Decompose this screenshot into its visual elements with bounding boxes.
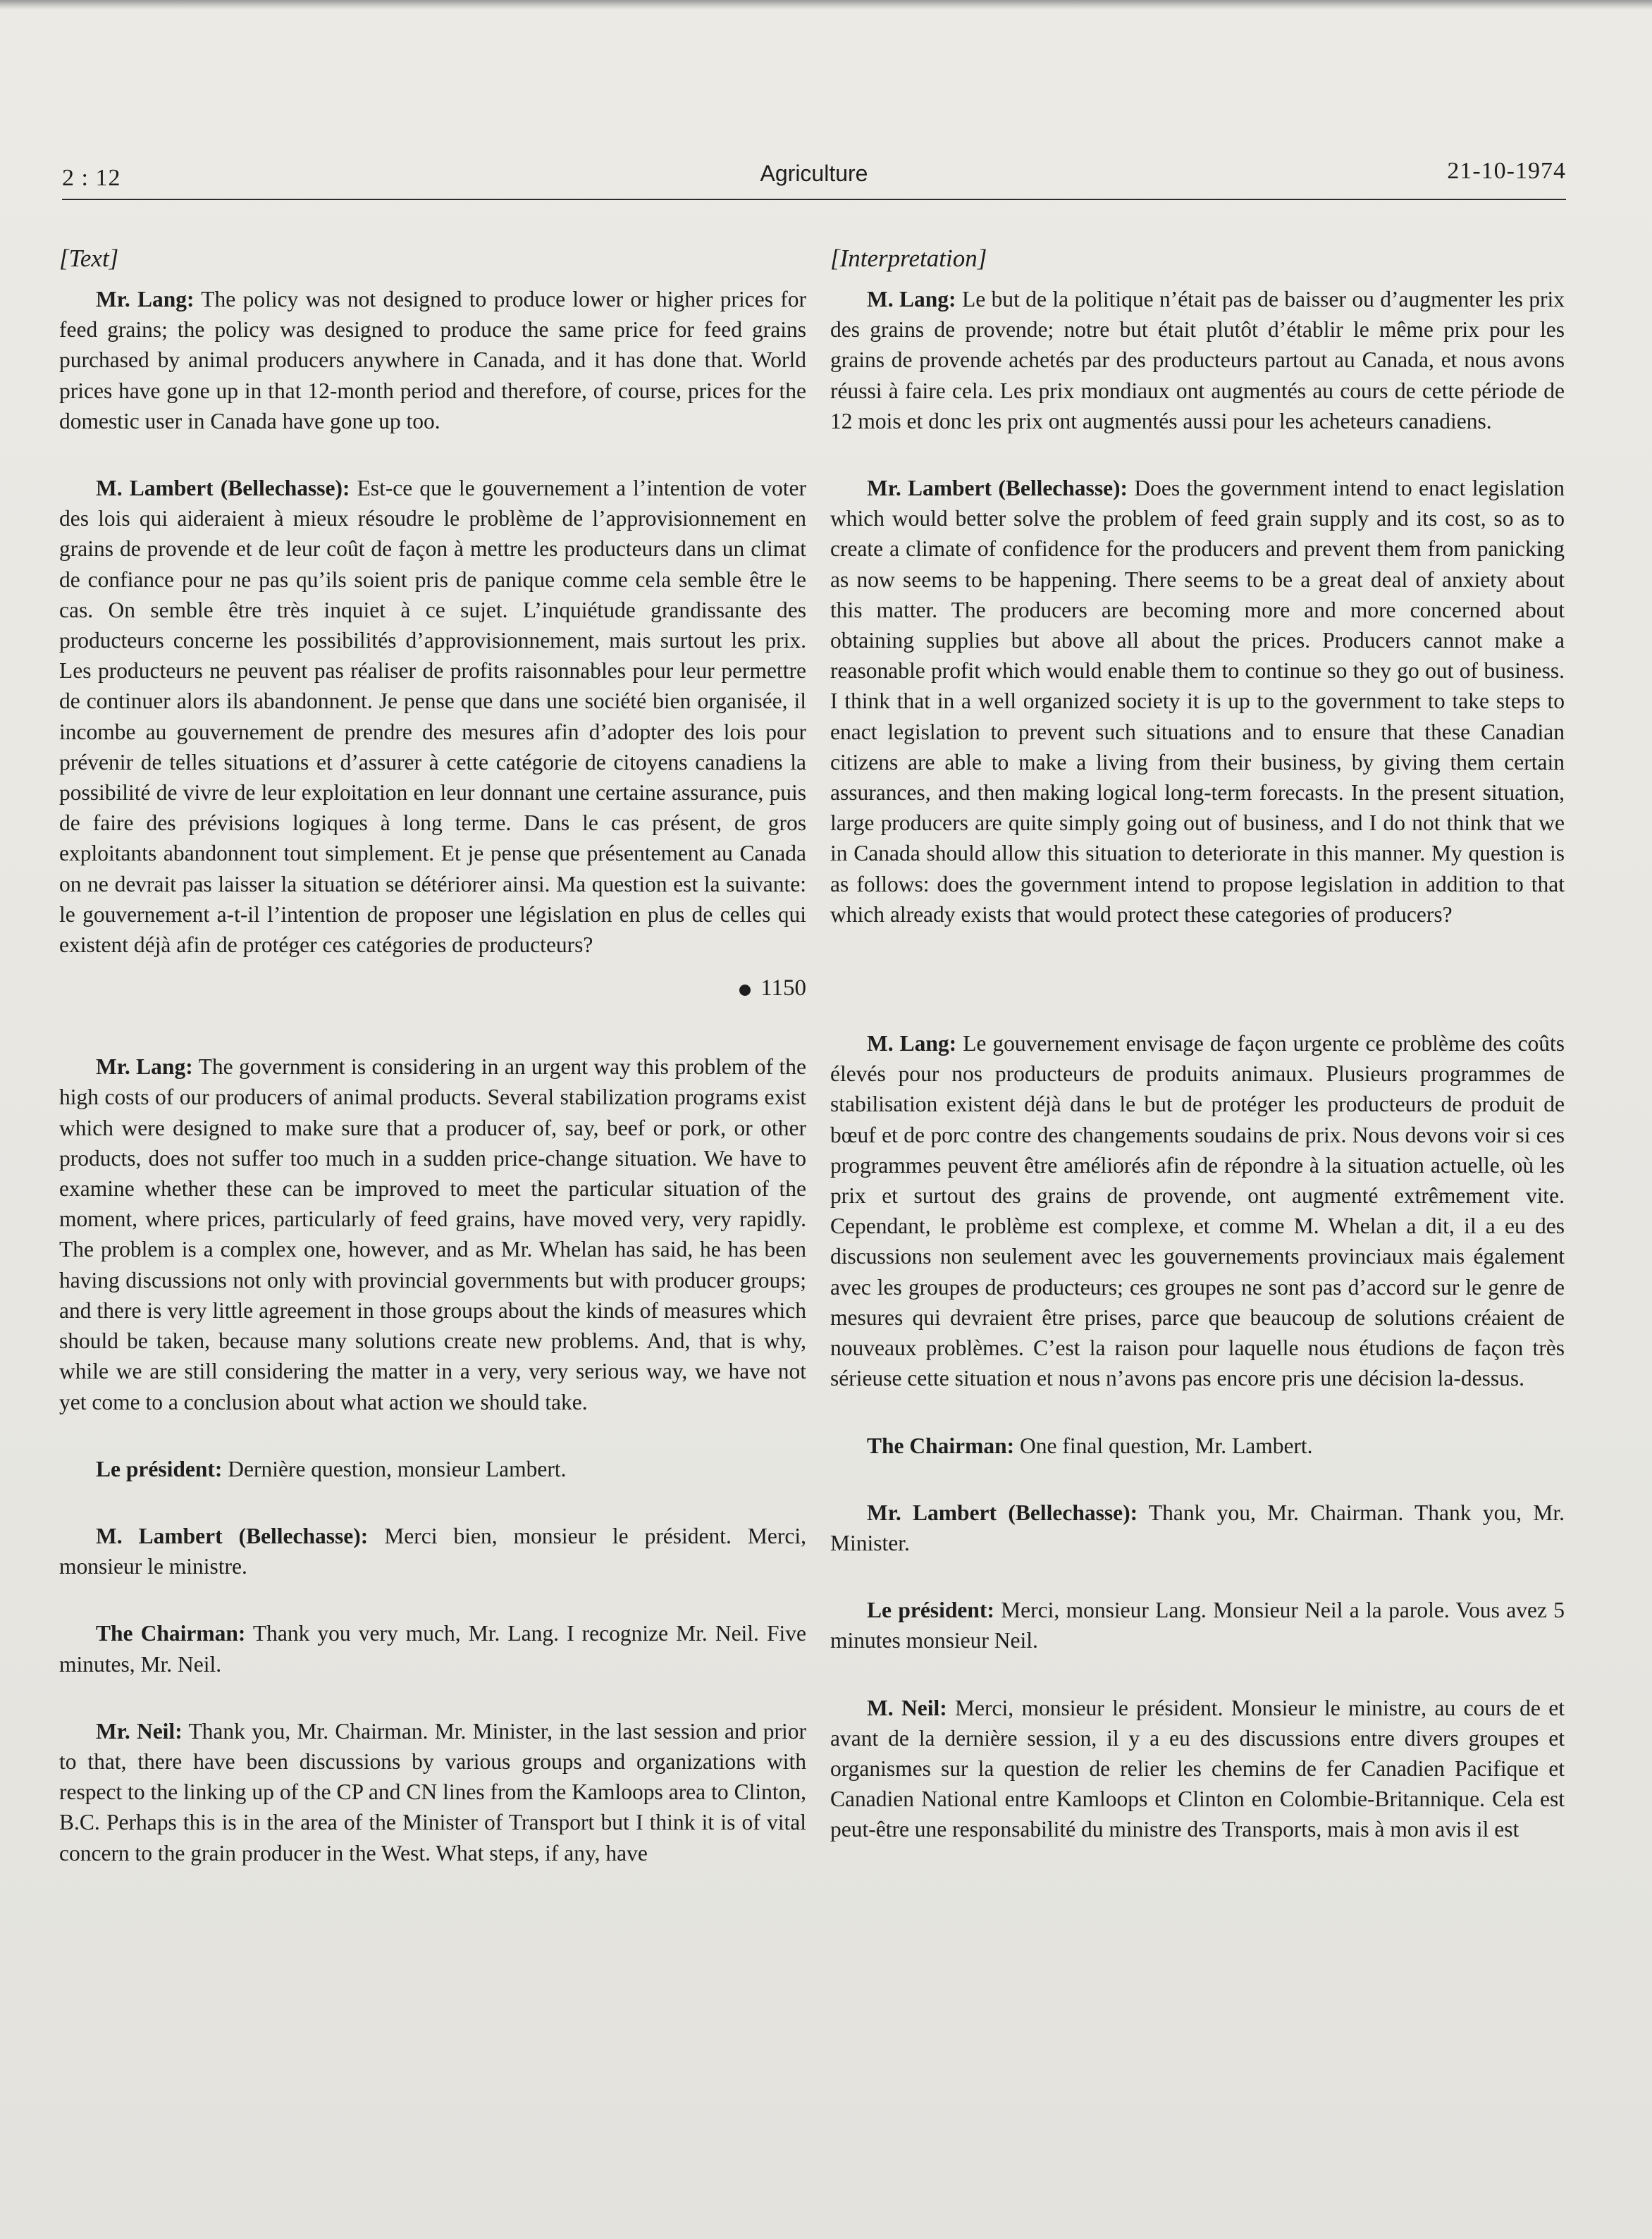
speech-text: Thank you very much, Mr. Lang. I recognize Mr. Neil. Five minutes, Mr. Neil. xyxy=(59,1621,807,1677)
speech-text: Merci bien, monsieur le président. Merci, monsieur le ministre. xyxy=(59,1523,806,1579)
scan-edge-shadow xyxy=(0,0,1652,10)
page-header xyxy=(62,156,1566,200)
speech-text: Le gouvernement envisage de façon urgente ce problème des coûts élevés pour nos producteurs de produits animaux. Plusieurs programmes de stabilisation existent déjà dans le but de protéger les producteurs de produit de bœuf et de porc contre des changements soudains de prix. Nous devons voir si ces programmes peuvent être améliorés afin de répondre à la situation actuelle, où les prix et surtout des grains de provende, ont augmenté extrêmement vite. Cependant, le problème est complexe, et comme M. Whelan a dit, il a eu des discussions non seulement avec les gouvernements provinciaux mais également avec les groupes de producteurs; ces groupes ne sont pas d’accord sur le genre de mesures qui devraient être prises, parce que beaucoup de solutions créaient de nouveaux problèmes. C’est la raison pour laquelle nous étudions de façon très sérieuse cette situation et nous n’avons pas encore pris une décision la-dessus. xyxy=(830,1031,1565,1391)
paragraph xyxy=(830,473,1565,930)
section-marker: [Interpretation] xyxy=(830,245,987,272)
speaker: The Chairman: xyxy=(867,1433,1015,1458)
speaker: Mr. Neil: xyxy=(96,1718,183,1744)
speech-text: Merci, monsieur le président. Monsieur le ministre, au cours de et avant de la dernière session, il y a eu des discussions entre divers groupes et organismes sur la question de relier les chemins de fer Canadien Pacifique et Canadien National entre Kamloops et Clinton en Colombie-Britannique. Cela est peut-être une responsabilité du ministre des Transports, mais à mon avis il est xyxy=(830,1695,1565,1842)
speech-text: Thank you, Mr. Chairman. Thank you, Mr. Minister. xyxy=(830,1500,1565,1555)
speech-text: Le but de la politique n’était pas de baisser ou d’augmenter les prix des grains de provende; notre but était plutôt d’établir le même prix pour les grains de provende achetés par des producteurs partout au Canada, et nous avons réussi à faire cela. Les prix mondiaux ont augmentés au cours de cette période de 12 mois et donc les prix ont augmentés aussi pour les acheteurs canadiens. xyxy=(830,287,1565,433)
paragraph xyxy=(830,284,1565,436)
speech-text: One final question, Mr. Lambert. xyxy=(1020,1433,1313,1458)
page-title: Agriculture xyxy=(760,161,868,186)
paragraph xyxy=(59,1716,806,1868)
paragraph xyxy=(830,1498,1565,1558)
speaker: Le président: xyxy=(867,1598,994,1623)
speech-text: Dernière question, monsieur Lambert. xyxy=(228,1456,567,1481)
speech-text: The government is considering in an urgent way this problem of the high costs of our producers of animal products. Several stabilization programs exist which were designed to make sure that a producer of, say, beef or pork, or other products, does not suffer too much in a sudden price-change situation. We have to examine whether these can be improved to meet the particular situation of the moment, where prices, particularly of feed grains, have moved very, very rapidly. The problem is a complex one, however, and as Mr. Whelan has said, he has been having discussions not only with provincial governments but with producer groups; and there is very little agreement in those groups about the kinds of measures which should be taken, because many solutions create new problems. And, that is why, while we are still considering the matter in a very, very serious way, we have not yet come to a conclusion about what action we should take. xyxy=(59,1054,806,1414)
speaker: Mr. Lang: xyxy=(96,1054,193,1080)
speaker: M. Lambert (Bellechasse): xyxy=(96,1523,369,1548)
speaker: M. Neil: xyxy=(867,1695,947,1720)
speaker: Mr. Lambert (Bellechasse): xyxy=(867,476,1128,501)
speaker: M. Lambert (Bellechasse): xyxy=(96,476,350,501)
paragraph xyxy=(830,1595,1565,1655)
paragraph xyxy=(59,1051,806,1417)
page-number: 2 : 12 xyxy=(62,165,121,191)
paragraph xyxy=(59,284,806,436)
bullet-icon xyxy=(739,985,751,996)
speaker: M. Lang: xyxy=(867,1031,957,1056)
speech-text: Merci, monsieur Lang. Monsieur Neil a la parole. Vous avez 5 minutes monsieur Neil. xyxy=(830,1598,1565,1653)
speech-text: Thank you, Mr. Chairman. Mr. Minister, in the last session and prior to that, there have been discussions by various groups and organizations with respect to the linking up of the CP and CN lines from the Kamloops area to Clinton, B.C. Perhaps this is in the area of the Minister of Transport but I think it is of vital concern to the grain producer in the West. What steps, if any, have xyxy=(59,1718,807,1865)
right-column xyxy=(830,243,1565,1845)
time-marker: 1150 xyxy=(59,973,806,1004)
page-date: 21-10-1974 xyxy=(1447,158,1566,184)
paragraph xyxy=(830,1693,1565,1845)
paragraph xyxy=(59,1454,806,1484)
speech-text: Est-ce que le gouvernement a l’intention de voter des lois qui aideraient à mieux résoudre le problème de l’approvisionnement en grains de provende et de leur coût de façon à mettre les producteurs dans un climat de confiance pour ne pas qu’ils soient pris de panique comme cela semble être le cas. On semble être très inquiet à ce sujet. L’inquiétude grandissante des producteurs concerne les possibilités d’approvisionnement, mais surtout les prix. Les producteurs ne peuvent pas réaliser de profits raisonnables pour leur permettre de continuer alors ils abandonnent. Je pense que dans une société bien organisée, il incombe au gouvernement de prendre des mesures afin d’adopter des lois pour prévenir de telles situations et d’assurer à cette catégorie de citoyens canadiens la possibilité de vivre de leur exploitation en leur donnant une certaine assurance, puis de faire des prévisions logiques à long terme. Dans le cas présent, de gros exploitants abandonnent tout simplement. Et je pense que présentement au Canada on ne devrait pas laisser la situation se détériorer ainsi. Ma question est la suivante: le gouvernement a-t-il l’intention de proposer une législation en plus de celles qui existent déjà afin de protéger ces catégories de producteurs? xyxy=(59,476,806,958)
speaker: Mr. Lang: xyxy=(96,287,195,312)
speaker: M. Lang: xyxy=(867,287,956,312)
paragraph xyxy=(59,1618,806,1679)
speaker: The Chairman: xyxy=(96,1621,246,1646)
paragraph xyxy=(830,1431,1565,1461)
section-marker: [Text] xyxy=(59,245,119,272)
paragraph xyxy=(59,473,806,960)
speech-text: The policy was not designed to produce lower or higher prices for feed grains; the policy was designed to produce the same price for feed grains purchased by animal producers anywhere in Canada, and it has done that. World prices have gone up in that 12-month period and therefore, of course, prices for the domestic user in Canada have gone up too. xyxy=(59,287,806,433)
speech-text: Does the government intend to enact legislation which would better solve the problem of feed grain supply and its cost, so as to create a climate of confidence for the producers and prevent them from panicking as now seems to be happening. There seems to be a great deal of anxiety about this matter. The producers are becoming more and more concerned about obtaining supplies but above all about the prices. Producers cannot make a reasonable profit which would enable them to continue so they go out of business. I think that in a well organized society it is up to the government to take steps to enact legislation to prevent such situations and to ensure that these Canadian citizens are able to make a living from their business, by giving them certain assurances, and then making logical long-term forecasts. In the present situation, large producers are quite simply going out of business, and I do not think that we in Canada should allow this situation to deteriorate in this manner. My question is as follows: does the government intend to propose legislation in addition to that which already exists that would protect these categories of producers? xyxy=(830,476,1565,927)
speaker: Le président: xyxy=(96,1456,223,1481)
paragraph xyxy=(59,1521,806,1581)
speaker: Mr. Lambert (Bellechasse): xyxy=(867,1500,1138,1525)
paragraph xyxy=(830,1028,1565,1393)
left-column xyxy=(59,243,806,1868)
